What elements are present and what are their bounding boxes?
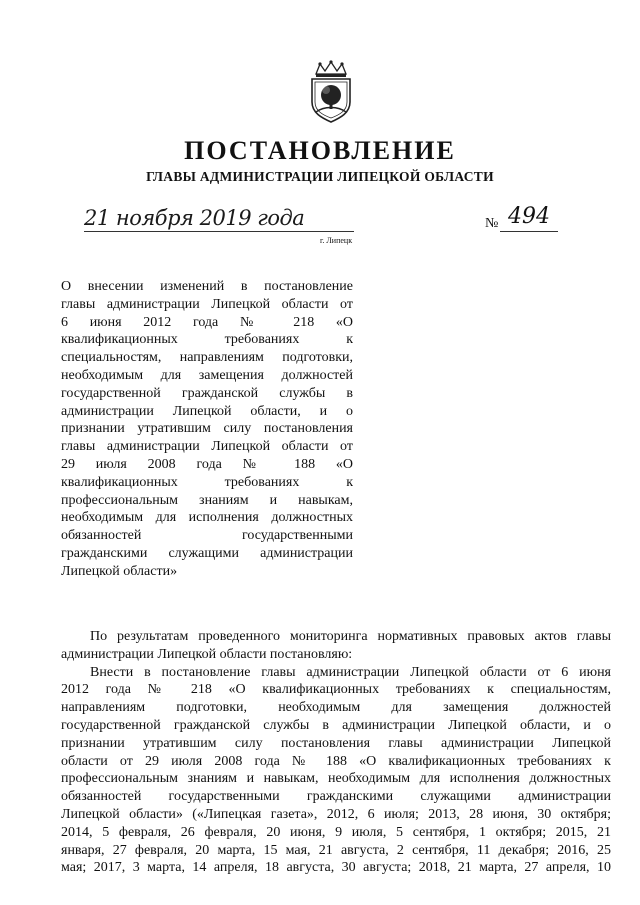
body-line: признании утратившим силу постановления главы администрации Липецкой (61, 735, 611, 751)
subject-line: обязанностей государственными (61, 528, 353, 544)
subject-line: необходимым для исполнения должностных (61, 510, 353, 526)
body-line: 2012 года № 218 «О квалификационных требованиях к специальностям, (61, 682, 611, 698)
date-underline (84, 231, 354, 232)
subject-line: специальностям, направлениям подготовки, (61, 350, 353, 366)
body-line: 2014, 5 февраля, 26 февраля, 20 июня, 9 июля, 5 сентября, 1 октября; 2015, 21 (61, 824, 611, 840)
body-line: мая; 2017, 3 марта, 14 апреля, 18 августа, 30 августа; 2018, 21 марта, 27 апреля, 10 (61, 860, 611, 876)
subject-line: квалификационных требованиях к (61, 474, 353, 490)
subject-line: гражданскими служащими администрации (61, 545, 353, 561)
body-line: государственной гражданской службы в администрации Липецкой области, и о (61, 717, 611, 733)
subject-line: необходимым для замещения должностей (61, 367, 353, 383)
subject-line: 29 июля 2008 года № 188 «О (61, 456, 353, 472)
subject-line: главы администрации Липецкой области от (61, 296, 353, 312)
subject-line: Липецкой области» (61, 563, 178, 579)
number-underline (500, 231, 558, 232)
body-line: направлениям подготовки, необходимым для замещения должностей (61, 700, 611, 716)
handwritten-date: 21 ноября 2019 года (84, 206, 305, 230)
body-line: области от 29 июля 2008 года № 188 «О квалификационных требованиях к (61, 753, 611, 769)
body-line: января, 27 февраля, 20 марта, 15 мая, 21 августа, 2 сентября, 11 декабря; 2016, 25 (61, 842, 611, 858)
handwritten-number: 494 (508, 204, 550, 229)
subject-line: 6 июня 2012 года № 218 «О (61, 314, 353, 330)
body-line: Липецкой области» («Липецкая газета», 2012, 6 июля; 2013, 28 июня, 30 октября; (61, 806, 611, 822)
body-line: Внести в постановление главы администрации Липецкой области от 6 июня (90, 664, 611, 680)
document-subtitle: ГЛАВЫ АДМИНИСТРАЦИИ ЛИПЕЦКОЙ ОБЛАСТИ (146, 169, 494, 184)
lipetsk-coat-of-arms-icon (306, 60, 356, 124)
body-line: профессиональным знаниям и навыкам, необходимым для исполнения должностных (61, 771, 611, 787)
subject-line: квалификационных требованиях к (61, 332, 353, 348)
body-line: обязанностей государственными гражданскими служащими администрации (61, 789, 611, 805)
subject-line: профессиональным знаниям и навыкам, (61, 492, 353, 508)
subject-line: главы администрации Липецкой области от (61, 439, 353, 455)
document-title: ПОСТАНОВЛЕНИЕ (184, 136, 456, 165)
city-label: г. Липецк (320, 236, 353, 245)
subject-line: администрации Липецкой области, и о (61, 403, 353, 419)
number-label: № (485, 216, 499, 231)
body-line: администрации Липецкой области постановляю: (61, 646, 353, 662)
subject-line: государственной гражданской службы в (61, 385, 353, 401)
document-body (61, 628, 611, 877)
body-line: По результатам проведенного мониторинга нормативных правовых актов главы (90, 629, 611, 644)
document-subject (61, 278, 353, 581)
subject-line: О внесении изменений в постановление (61, 279, 353, 294)
subject-line: признании утратившим силу постановления (61, 421, 353, 437)
